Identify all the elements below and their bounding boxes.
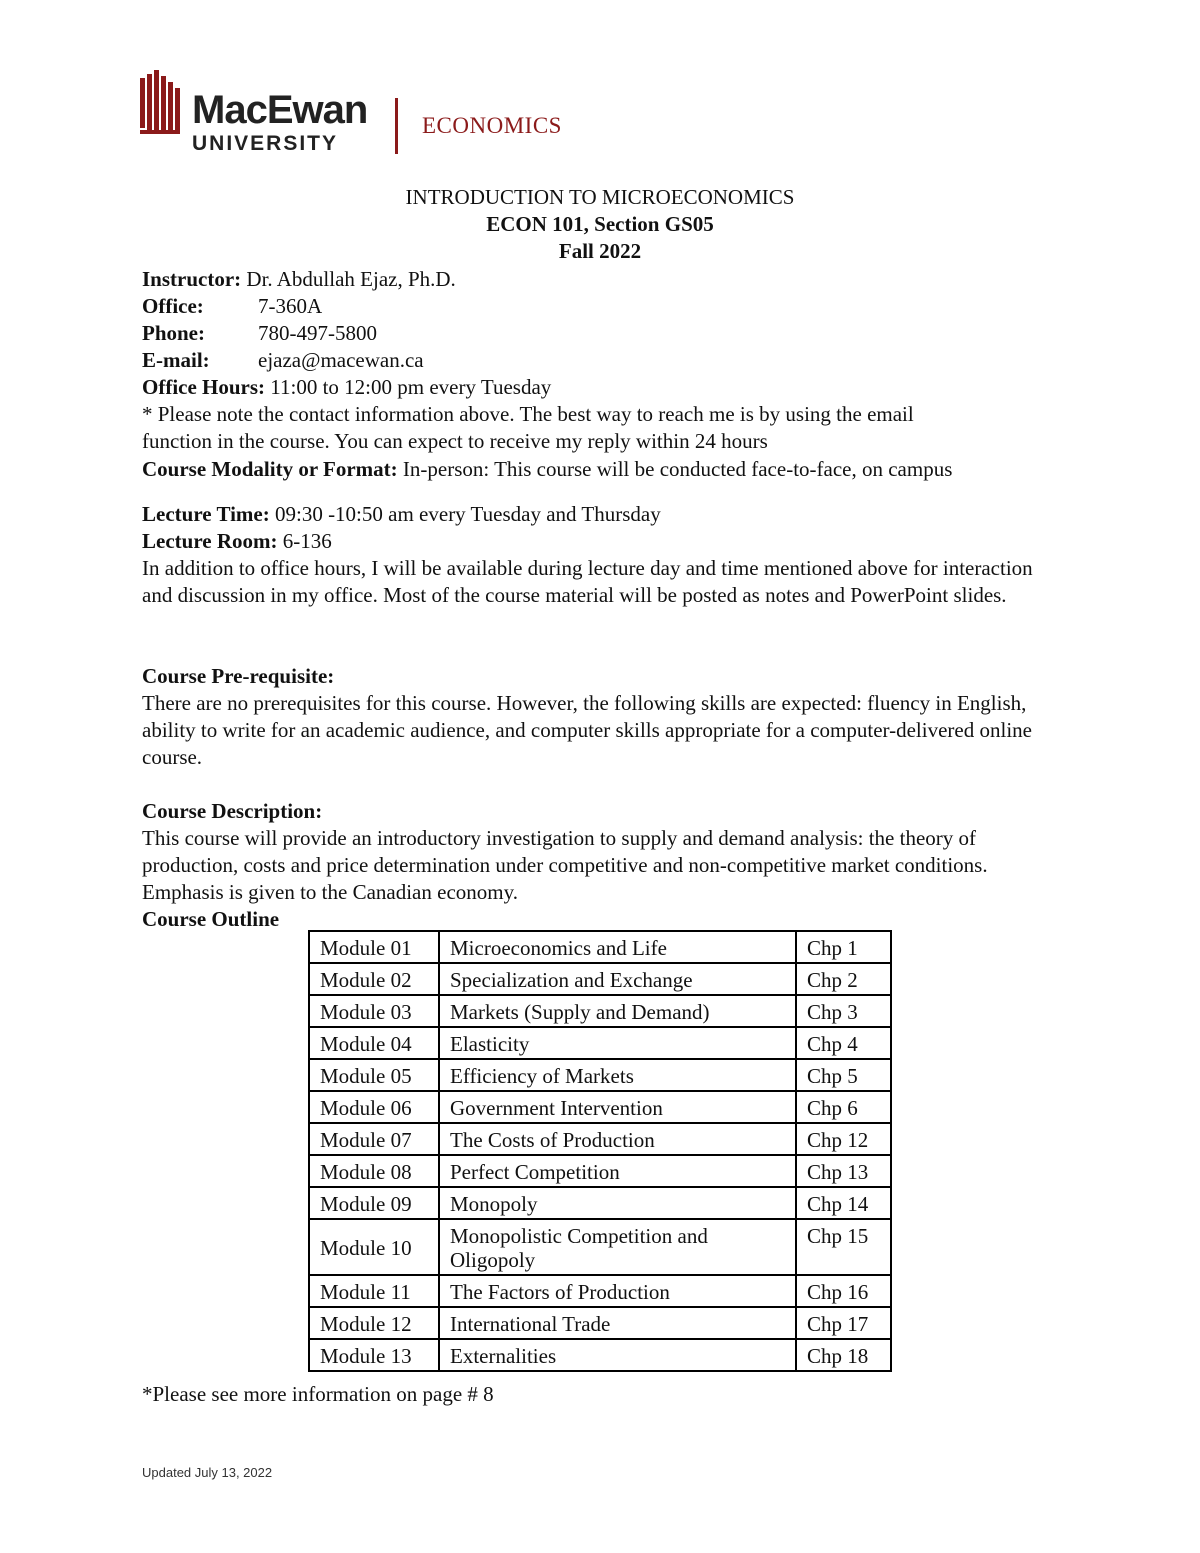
topic-cell: Government Intervention xyxy=(439,1091,796,1123)
availability-paragraph: In addition to office hours, I will be available during lecture day and time mentioned above for interaction and discussion in my office. Most of the course material will be posted as notes and PowerPoint slides. xyxy=(142,556,1033,607)
module-cell: Module 09 xyxy=(309,1187,439,1219)
modality-line xyxy=(142,456,952,483)
table-row xyxy=(309,995,891,1027)
module-cell: Module 04 xyxy=(309,1027,439,1059)
outline-heading: Course Outline xyxy=(142,907,280,931)
chapter-cell: Chp 12 xyxy=(796,1123,891,1155)
table-row xyxy=(309,1275,891,1307)
chapter-cell: Chp 18 xyxy=(796,1339,891,1371)
module-cell: Module 03 xyxy=(309,995,439,1027)
table-row xyxy=(309,963,891,995)
updated-date: Updated July 13, 2022 xyxy=(142,1465,273,1480)
chapter-cell: Chp 2 xyxy=(796,963,891,995)
module-cell: Module 02 xyxy=(309,963,439,995)
office-value: 7-360A xyxy=(258,294,323,318)
office-label: Office: xyxy=(142,294,204,318)
course-code: ECON 101, Section GS05 xyxy=(486,212,714,236)
outline-note: *Please see more information on page # 8 xyxy=(142,1382,494,1406)
prerequisite-heading: Course Pre-requisite: xyxy=(142,664,335,688)
chapter-cell: Chp 5 xyxy=(796,1059,891,1091)
instructor-value: Dr. Abdullah Ejaz, Ph.D. xyxy=(246,267,456,291)
chapter-cell: Chp 14 xyxy=(796,1187,891,1219)
office-line xyxy=(142,293,742,320)
module-cell: Module 10 xyxy=(309,1219,439,1275)
chapter-cell: Chp 15 xyxy=(796,1219,891,1275)
table-row xyxy=(309,931,891,963)
contact-note-line1: * Please note the contact information above. The best way to reach me is by using the email xyxy=(142,402,914,426)
phone-value: 780-497-5800 xyxy=(258,321,377,345)
topic-cell: Microeconomics and Life xyxy=(439,931,796,963)
lecture-time-value: 09:30 -10:50 am every Tuesday and Thursday xyxy=(274,502,661,526)
topic-cell: Externalities xyxy=(439,1339,796,1371)
instructor-label: Instructor: xyxy=(142,267,242,291)
logo-divider xyxy=(395,98,398,154)
email-value[interactable]: ejaza@macewan.ca xyxy=(258,348,424,372)
phone-line xyxy=(142,320,742,347)
module-cell: Module 13 xyxy=(309,1339,439,1371)
prerequisite-paragraph: There are no prerequisites for this course. However, the following skills are expected: fluency in English, ability to write for an academic audience, and computer skills appropriate for a computer-delivered online course. xyxy=(142,691,1032,769)
module-cell: Module 06 xyxy=(309,1091,439,1123)
topic-cell: The Factors of Production xyxy=(439,1275,796,1307)
lecture-time-label: Lecture Time: xyxy=(142,502,270,526)
macewan-logo-icon xyxy=(140,70,184,136)
module-cell: Module 07 xyxy=(309,1123,439,1155)
module-cell: Module 08 xyxy=(309,1155,439,1187)
modality-value: In-person: This course will be conducted face-to-face, on campus xyxy=(402,457,953,481)
table-row xyxy=(309,1339,891,1371)
logo-university-text: UNIVERSITY xyxy=(192,132,339,155)
topic-cell: Elasticity xyxy=(439,1027,796,1059)
module-cell: Module 05 xyxy=(309,1059,439,1091)
topic-cell: International Trade xyxy=(439,1307,796,1339)
table-row xyxy=(309,1123,891,1155)
email-line xyxy=(142,347,742,374)
description-heading: Course Description: xyxy=(142,799,323,823)
module-cell: Module 12 xyxy=(309,1307,439,1339)
course-term: Fall 2022 xyxy=(558,239,642,263)
topic-cell: Efficiency of Markets xyxy=(439,1059,796,1091)
topic-cell: Perfect Competition xyxy=(439,1155,796,1187)
office-hours-value: 11:00 to 12:00 pm every Tuesday xyxy=(270,375,552,399)
chapter-cell: Chp 13 xyxy=(796,1155,891,1187)
chapter-cell: Chp 6 xyxy=(796,1091,891,1123)
chapter-cell: Chp 1 xyxy=(796,931,891,963)
lecture-room-label: Lecture Room: xyxy=(142,529,278,553)
modality-label: Course Modality or Format: xyxy=(142,457,398,481)
lecture-room-line xyxy=(142,528,332,555)
lecture-time-line xyxy=(142,501,661,528)
logo-wordmark: MacEwan xyxy=(192,88,368,132)
table-row xyxy=(309,1187,891,1219)
contact-note-line2: function in the course. You can expect to receive my reply within 24 hours xyxy=(142,429,768,453)
table-row xyxy=(309,1219,891,1275)
table-row xyxy=(309,1027,891,1059)
module-cell: Module 11 xyxy=(309,1275,439,1307)
chapter-cell: Chp 3 xyxy=(796,995,891,1027)
department-name: ECONOMICS xyxy=(422,113,562,138)
table-row xyxy=(309,1059,891,1091)
phone-label: Phone: xyxy=(142,321,205,345)
instructor-line xyxy=(142,266,456,293)
description-paragraph: This course will provide an introductory investigation to supply and demand analysis: the theory of production, costs and price determination under competitive and non-competitive market conditions. Emphasis is given to the Canadian economy. xyxy=(142,826,988,904)
module-cell: Module 01 xyxy=(309,931,439,963)
table-row xyxy=(309,1155,891,1187)
topic-cell: The Costs of Production xyxy=(439,1123,796,1155)
table-row xyxy=(309,1091,891,1123)
lecture-room-value: 6-136 xyxy=(282,529,332,553)
course-title: INTRODUCTION TO MICROECONOMICS xyxy=(405,185,795,209)
chapter-cell: Chp 16 xyxy=(796,1275,891,1307)
office-hours-line xyxy=(142,374,551,401)
topic-cell: Monopolistic Competition and Oligopoly xyxy=(439,1219,796,1275)
topic-cell: Monopoly xyxy=(439,1187,796,1219)
chapter-cell: Chp 4 xyxy=(796,1027,891,1059)
email-label: E-mail: xyxy=(142,348,210,372)
table-row xyxy=(309,1307,891,1339)
topic-cell: Markets (Supply and Demand) xyxy=(439,995,796,1027)
chapter-cell: Chp 17 xyxy=(796,1307,891,1339)
topic-cell: Specialization and Exchange xyxy=(439,963,796,995)
office-hours-label: Office Hours: xyxy=(142,375,266,399)
course-outline-table xyxy=(308,930,892,1372)
